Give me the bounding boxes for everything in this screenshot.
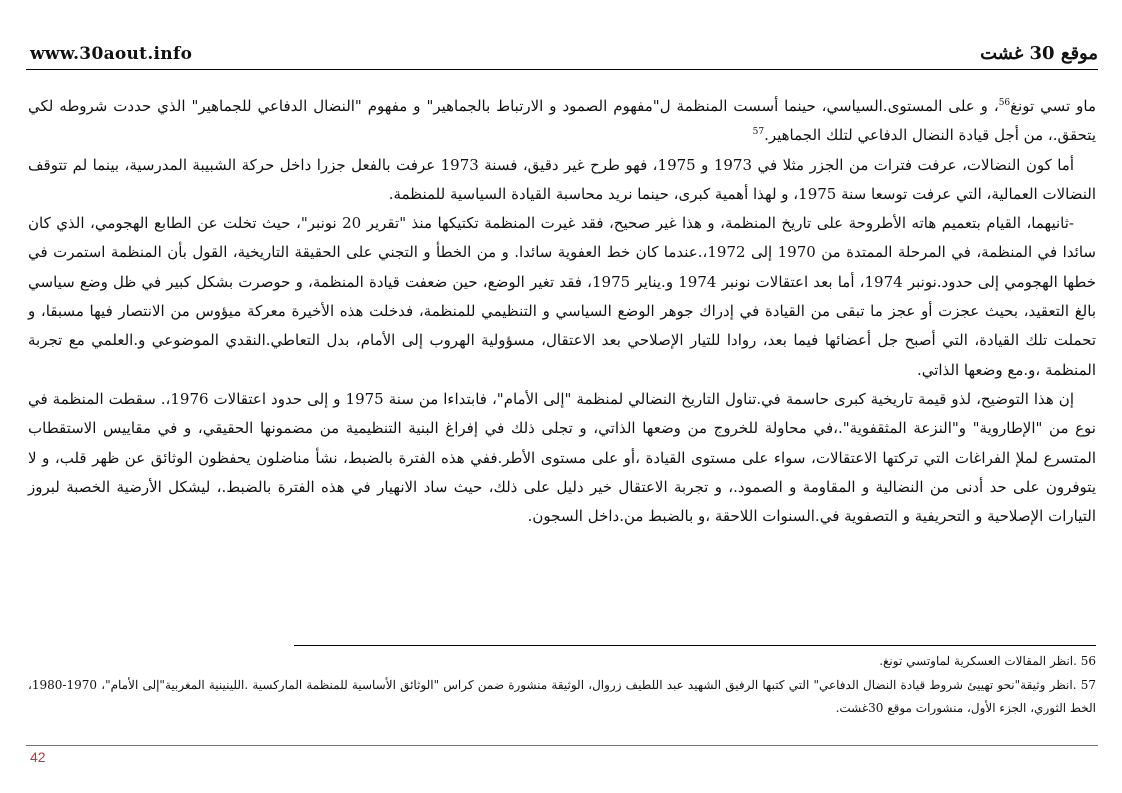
footnote-56: 56 .انظر المقالات العسكرية لماوتسي تونغ. xyxy=(879,654,1096,668)
paragraph-3: -ثانيهما، القيام بتعميم هاته الأطروحة على تاريخ المنظمة، و هذا غير صحيح، فقد غيرت المنظمة تكتيكها منذ "تقرير 20 نونبر"، حيث تخلت عن الطابع الهجومي، الذي كان سائدا في المنظمة، في المرحلة الممتدة من 1970 إلى 1972،.عندما كان خط العفوية سائدا. و من الخطأ و التجني على الحقيقة التاريخية، القول بأن المنظمة استمرت في خطها الهجومي إلى حدود.نونبر 1974، أما بعد اعتقالات نونبر 1974 و.يناير 1975، فقد تغير الوضع، حين ضعفت قيادة المنظمة، و حوصرت بشكل كبير في ظل وضع سياسي بالغ التعقيد، بحيث عجزت أو عجز ما تبقى من القيادة في إدراك جوهر الوضع السياسي و التنظيمي للمنظمة، فدخلت هذه الأخيرة معركة ميؤوس من الانتصار فيها مسبقا، و تحملت تلك القيادة، التي أصبح جل أعضائها فيما بعد، روادا للتيار الإصلاحي بعد الاعتقال، مسؤولية الهروب إلى الأمام، بدل التعاطي.النقدي الموضوعي و.العلمي مع تجربة المنظمة ،و.مع وضعها الذاتي. xyxy=(28,214,1096,379)
header-divider xyxy=(26,69,1098,70)
site-name: موقع 30 غشت xyxy=(980,43,1098,64)
footer-divider xyxy=(26,745,1098,746)
paragraph-4: إن هذا التوضيح، لذو قيمة تاريخية كبرى حاسمة في.تناول التاريخ النضالي لمنظمة "إلى الأمام"، فابتداءا من سنة 1975 و إلى حدود اعتقالات 1976،. سقطت المنظمة في نوع من "الإطاروية" و"النزعة المثقفوية".،في محاولة للخروج من وضعها الذاتي، و تجلى ذلك في إفراغ البنية التنظيمية من مضمونها الحقيقي، و في مقاييس الاستقطاب المتسرع لملإ الفراغات التي تركتها الاعتقالات، سواء على مستوى القيادة ،أو على مستوى الأطر.ففي هذه الفترة بالضبط، نشأ مناضلون يحفظون الوثائق عن ظهر قلب، و لا يتوفرون على حد أدنى من النضالية و المقاومة و الصمود.، و تجربة الاعتقال خير دليل على ذلك، حيث ساد الانهيار في هذه الفترة بالضبط.، ليشكل الأرضية الخصبة لبروز التيارات الإصلاحية و التحريفية و التصفوية في.السنوات اللاحقة ،و بالضبط من.داخل السجون. xyxy=(28,389,1096,526)
paragraph-1-start: ماو تسي تونغ xyxy=(1010,97,1096,115)
page-number: 42 xyxy=(30,749,46,765)
footnote-ref-57[interactable]: 57 xyxy=(752,127,765,138)
footnote-divider xyxy=(294,645,1096,646)
paragraph-1 xyxy=(28,92,1096,151)
paragraph-2: أما كون النضالات، عرفت فترات من الجزر مثلا في 1973 و 1975، فهو طرح غير دقيق، فسنة 1973 عرفت بالفعل جزرا داخل حركة الشبيبة المدرسية، بينما لم تتوقف النضالات العمالية، التي عرفت توسعا سنة 1975، و لهذا أهمية كبرى، حينما نريد محاسبة القيادة السياسية للمنظمة. xyxy=(28,155,1096,203)
paragraph-1-rest: ، و على المستوى.السياسي، حينما أسست المنظمة ل"مفهوم الصمود و الارتباط بالجماهير" و مفهوم "النضال الدفاعي للجماهير" الذي حددت شروطه لكي يتحقق.، من أجل قيادة النضال الدفاعي لتلك الجماهير. xyxy=(28,97,1096,145)
footnote-ref-56[interactable]: 56 xyxy=(998,98,1011,108)
footnotes xyxy=(28,650,1096,721)
page-header xyxy=(30,34,1098,64)
main-text xyxy=(28,92,1096,531)
footnote-57: 57 .انظر وثيقة"نحو تهييئ شروط قيادة النضال الدفاعي" التي كتبها الرفيق الشهيد عبد اللطيف زروال، الوثيقة منشورة ضمن كراس "الوثائق الأساسية للمنظمة الماركسية .اللينينية المغربية"إلى الأمام"، 1970-1980، الخط الثوري، الجزء الأول، منشورات موقع 30غشت. xyxy=(28,677,1096,715)
site-url: www.30aout.info xyxy=(30,44,193,64)
